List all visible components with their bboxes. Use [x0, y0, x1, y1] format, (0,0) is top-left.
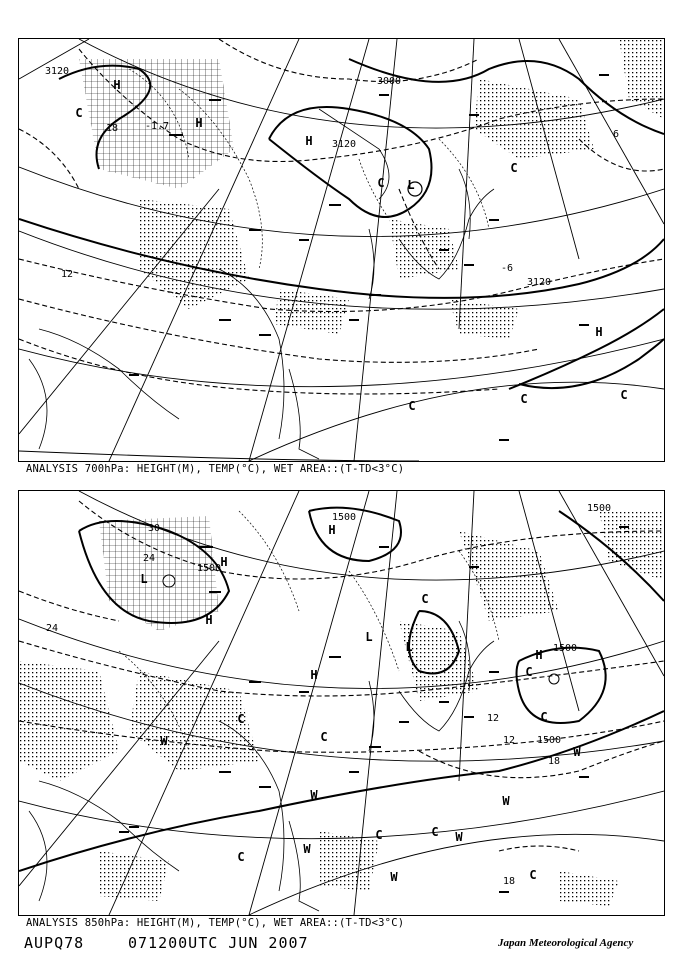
contour-value-label: 1500	[536, 735, 562, 746]
pressure-center-label: W	[390, 870, 398, 884]
pressure-center-label: H	[535, 648, 543, 662]
contour-value-label: 18	[105, 123, 119, 134]
pressure-center-label: C	[237, 712, 245, 726]
pressure-center-label: H	[205, 613, 213, 627]
pressure-center-label: H	[220, 555, 228, 569]
pressure-center-label: C	[375, 828, 383, 842]
contour-value-label: 3120	[526, 277, 552, 288]
pressure-center-label: C	[540, 710, 548, 724]
pressure-center-label: C	[529, 868, 537, 882]
contour-value-label: 12	[486, 713, 500, 724]
pressure-center-label: C	[525, 665, 533, 679]
map-700hpa-canvas	[19, 39, 664, 461]
pressure-center-label: C	[510, 161, 518, 175]
contour-value-label: 6	[612, 129, 620, 140]
pressure-center-label: C	[408, 399, 416, 413]
contour-value-label: 1500	[331, 512, 357, 523]
pressure-center-label: C	[520, 392, 528, 406]
pressure-center-label: H	[195, 116, 203, 130]
pressure-center-label: W	[455, 830, 463, 844]
pressure-center-label: W	[502, 794, 510, 808]
pressure-center-label: L	[405, 640, 413, 654]
map-panel-700hpa	[18, 38, 665, 462]
chart-code: AUPQ78	[24, 934, 85, 952]
contour-value-label: 18	[502, 876, 516, 887]
pressure-center-label: C	[237, 850, 245, 864]
pressure-center-label: H	[328, 523, 336, 537]
contour-value-label: 30	[147, 523, 161, 534]
pressure-center-label: H	[305, 134, 313, 148]
contour-value-label: 24	[45, 623, 59, 634]
pressure-center-label: L	[365, 630, 373, 644]
pressure-center-label: L	[407, 178, 415, 192]
pressure-center-label: W	[573, 745, 581, 759]
pressure-center-label: H	[595, 325, 603, 339]
contour-value-label: 18	[547, 756, 561, 767]
contour-value-label: 12	[502, 735, 516, 746]
contour-value-label: 1500	[196, 563, 222, 574]
pressure-center-label: C	[620, 388, 628, 402]
contour-value-label: 1500	[552, 643, 578, 654]
panel-700-caption: ANALYSIS 700hPa: HEIGHT(M), TEMP(°C), WET AREA::(T-TD<3°C)	[26, 463, 405, 475]
pressure-center-label: C	[320, 730, 328, 744]
contour-value-label: -1.7	[144, 121, 170, 132]
contour-value-label: 3120	[44, 66, 70, 77]
contour-value-label: 12	[60, 269, 74, 280]
panel-850-caption: ANALYSIS 850hPa: HEIGHT(M), TEMP(°C), WET AREA::(T-TD<3°C)	[26, 917, 405, 929]
contour-value-label: 24	[142, 553, 156, 564]
contour-value-label: -6	[500, 263, 514, 274]
pressure-center-label: H	[113, 78, 121, 92]
pressure-center-label: C	[421, 592, 429, 606]
pressure-center-label: C	[75, 106, 83, 120]
map-panel-850hpa	[18, 490, 665, 916]
contour-value-label: 1500	[586, 503, 612, 514]
analysis-datetime: 071200UTC JUN 2007	[128, 934, 309, 952]
pressure-center-label: W	[310, 788, 318, 802]
pressure-center-label: W	[303, 842, 311, 856]
pressure-center-label: C	[431, 825, 439, 839]
contour-value-label: 3120	[331, 139, 357, 150]
agency-name: Japan Meteorological Agency	[498, 937, 634, 949]
contour-value-label: 3000	[376, 76, 402, 87]
pressure-center-label: W	[160, 734, 168, 748]
pressure-center-label: H	[310, 668, 318, 682]
pressure-center-label: L	[140, 572, 148, 586]
pressure-center-label: C	[377, 176, 385, 190]
map-850hpa-canvas	[19, 491, 664, 915]
